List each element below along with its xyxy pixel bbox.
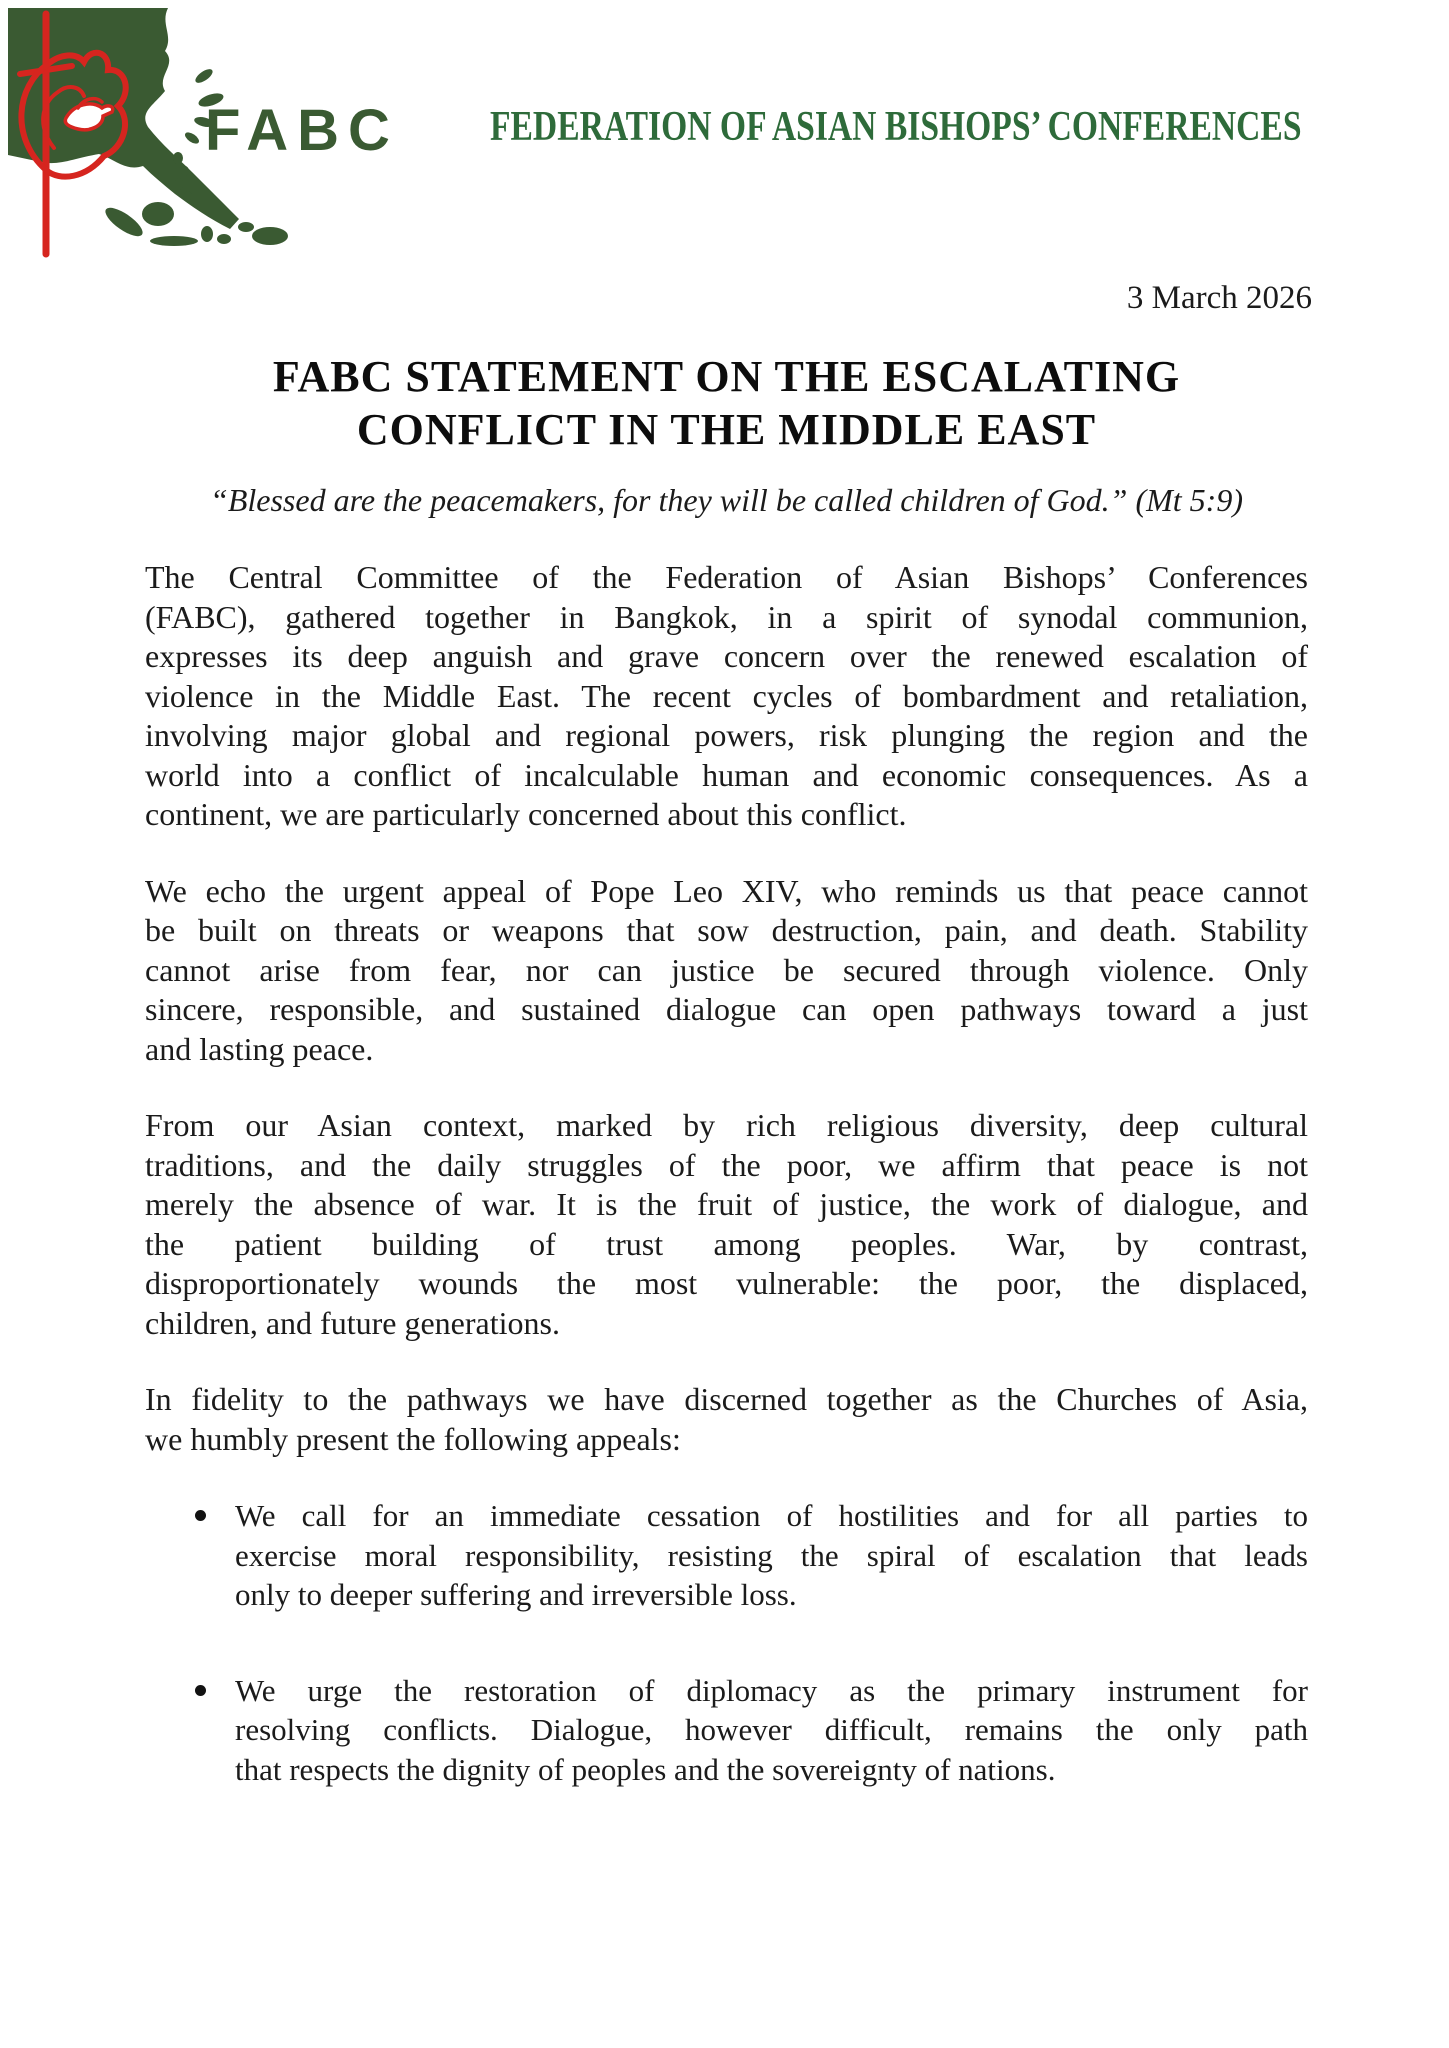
text-line: be built on threats or weapons that sow destruction, pain, and death. Stability	[145, 912, 1308, 948]
text-line: We call for an immediate cessation of hostilities and for all parties to	[235, 1498, 1308, 1533]
paragraph-3	[145, 1106, 1308, 1343]
scripture-quote: “Blessed are the peacemakers, for they will be called children of God.” (Mt 5:9)	[210, 482, 1243, 518]
text-line: traditions, and the daily struggles of the poor, we affirm that peace is not	[145, 1146, 1308, 1183]
text-line: merely the absence of war. It is the fruit of justice, the work of dialogue, and	[145, 1186, 1308, 1222]
document-body	[145, 558, 1308, 1789]
text-line: sincere, responsible, and sustained dialogue can open pathways toward a just	[145, 991, 1308, 1027]
text-line: From our Asian context, marked by rich religious diversity, deep cultural	[145, 1107, 1308, 1143]
text-line: continent, we are particularly concerned about this conflict.	[145, 796, 907, 832]
title-line-1: FABC STATEMENT ON THE ESCALATING	[272, 352, 1181, 401]
appeal-text-2	[235, 1671, 1308, 1790]
logo-abbreviation: FABC	[205, 98, 399, 163]
text-line: We urge the restoration of diplomacy as the primary instrument for	[235, 1672, 1308, 1708]
fabc-logo	[8, 8, 399, 258]
text-line: violence in the Middle East. The recent cycles of bombardment and retaliation,	[145, 677, 1308, 714]
document-date: 3 March 2026	[1126, 280, 1312, 316]
text-line: In fidelity to the pathways we have discerned together as the Churches of Asia,	[145, 1381, 1308, 1417]
bullet-icon	[195, 1510, 206, 1521]
text-line: the patient building of trust among peoples. War, by contrast,	[145, 1225, 1308, 1262]
paragraph-4	[145, 1380, 1308, 1459]
title-line-2: CONFLICT IN THE MIDDLE EAST	[356, 405, 1097, 454]
text-line: children, and future generations.	[145, 1304, 560, 1341]
text-line: only to deeper suffering and irreversible loss.	[235, 1577, 797, 1612]
text-line: and lasting peace.	[145, 1030, 374, 1067]
text-line: that respects the dignity of peoples and the sovereignty of nations.	[235, 1751, 1056, 1787]
text-line: expresses its deep anguish and grave concern over the renewed escalation of	[145, 638, 1308, 674]
appeal-item-2	[145, 1671, 1308, 1790]
text-line: disproportionately wounds the most vulnerable: the poor, the displaced,	[145, 1265, 1308, 1301]
bullet-icon	[195, 1685, 206, 1696]
text-line: we humbly present the following appeals:	[145, 1420, 681, 1457]
text-line: resolving conflicts. Dialogue, however difficult, remains the only path	[235, 1712, 1308, 1747]
text-line: world into a conflict of incalculable human and economic consequences. As a	[145, 756, 1308, 793]
text-line: The Central Committee of the Federation of Asian Bishops’ Conferences	[145, 559, 1308, 595]
organization-name: FEDERATION OF ASIAN BISHOPS’ CONFERENCES	[490, 104, 1302, 150]
text-line: We echo the urgent appeal of Pope Leo XIV, who reminds us that peace cannot	[145, 872, 1308, 909]
text-line: cannot arise from fear, nor can justice be secured through violence. Only	[145, 951, 1308, 988]
paragraph-1	[145, 558, 1308, 835]
appeal-item-1	[145, 1496, 1308, 1615]
appeals-list	[145, 1496, 1308, 1789]
paragraph-2	[145, 872, 1308, 1070]
text-line: exercise moral responsibility, resisting the spiral of escalation that leads	[235, 1537, 1308, 1573]
text-line: involving major global and regional powers, risk plunging the region and the	[145, 717, 1308, 753]
document-title	[145, 350, 1308, 456]
text-line: (FABC), gathered together in Bangkok, in a spirit of synodal communion,	[145, 598, 1308, 635]
appeal-text-1	[235, 1496, 1308, 1615]
